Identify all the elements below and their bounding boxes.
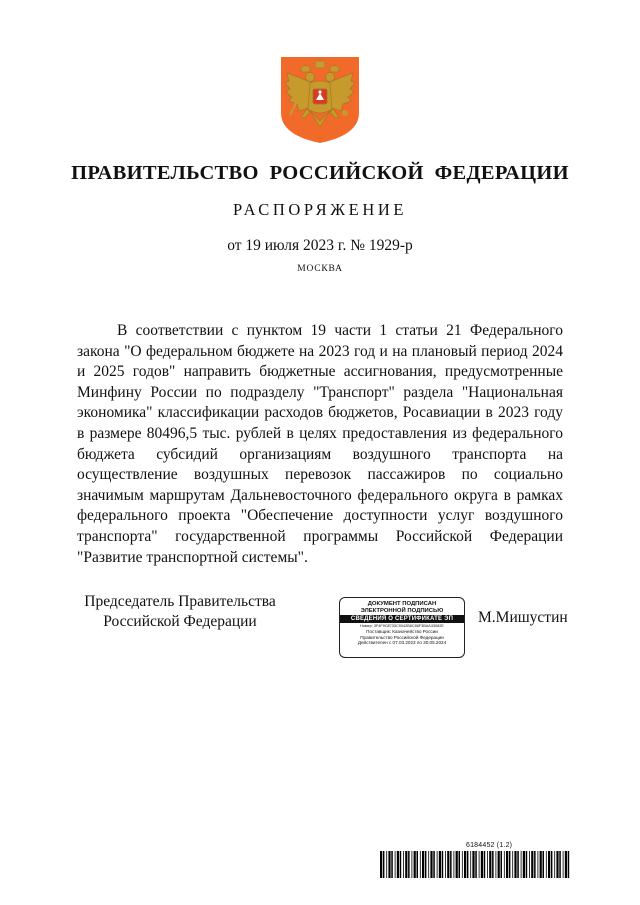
stamp-validity: Действителен с 07.03.2023 по 30.05.2024 [357,640,447,645]
stamp-heading-line2: ЭЛЕКТРОННОЙ ПОДПИСЬЮ [360,607,444,614]
barcode-icon [380,851,570,878]
signer-name: М.Мишустин [478,609,568,626]
stamp-heading-line1: ДОКУМЕНТ ПОДПИСАН [367,601,437,607]
stamp-certificate-number: Номер: 3F4F9C8733C9042B6C86F3BAA33082E [360,624,444,629]
document-city: МОСКВА [297,264,343,274]
signatory-position [80,592,280,632]
document-type: РАСПОРЯЖЕНИЕ [232,200,408,219]
decree-paragraph: В соответствии с пунктом 19 части 1 статьи 21 Федерального закона "О федеральном бюджете на 2023 год и на плановый период 2024 и 2025 годов" направить бюджетные ассигнования, предусмотренные Минфину России по подразделу "Транспорт" раздела "Национальная экономика" классификации расходов бюджетов, Росавиации в 2023 году в размере 80496,5 тыс. рублей в целях предоставления из федерального бюджета субсидий организациям воздушного транспорта на осуществление воздушных перевозок пассажиров по социально значимым маршрутам Дальневосточного федерального округа в рамках федерального проекта "Обеспечение доступности услуг воздушного транспорта" государственной программы Российской Федерации "Развитие транспортной системы". [77,322,563,566]
document-id: 6184452 (1.2) [466,842,513,849]
russian-coat-of-arms-icon [277,55,363,145]
document-date-number: от 19 июля 2023 г. № 1929-р [227,237,413,254]
stamp-certificate-bar: СВЕДЕНИЯ О СЕРТИФИКАТЕ ЭП [340,615,464,623]
signatory-position-line1: Председатель Правительства [84,593,276,610]
signatory-position-line2: Российской Федерации [103,613,257,630]
electronic-signature-stamp [339,597,465,658]
government-title: ПРАВИТЕЛЬСТВО РОССИЙСКОЙ ФЕДЕРАЦИИ [71,162,569,184]
stamp-supplier: Поставщик: Казначейство России [366,629,438,635]
stamp-owner: Правительство Российской Федерации [360,634,444,640]
stamp-heading [340,601,464,614]
